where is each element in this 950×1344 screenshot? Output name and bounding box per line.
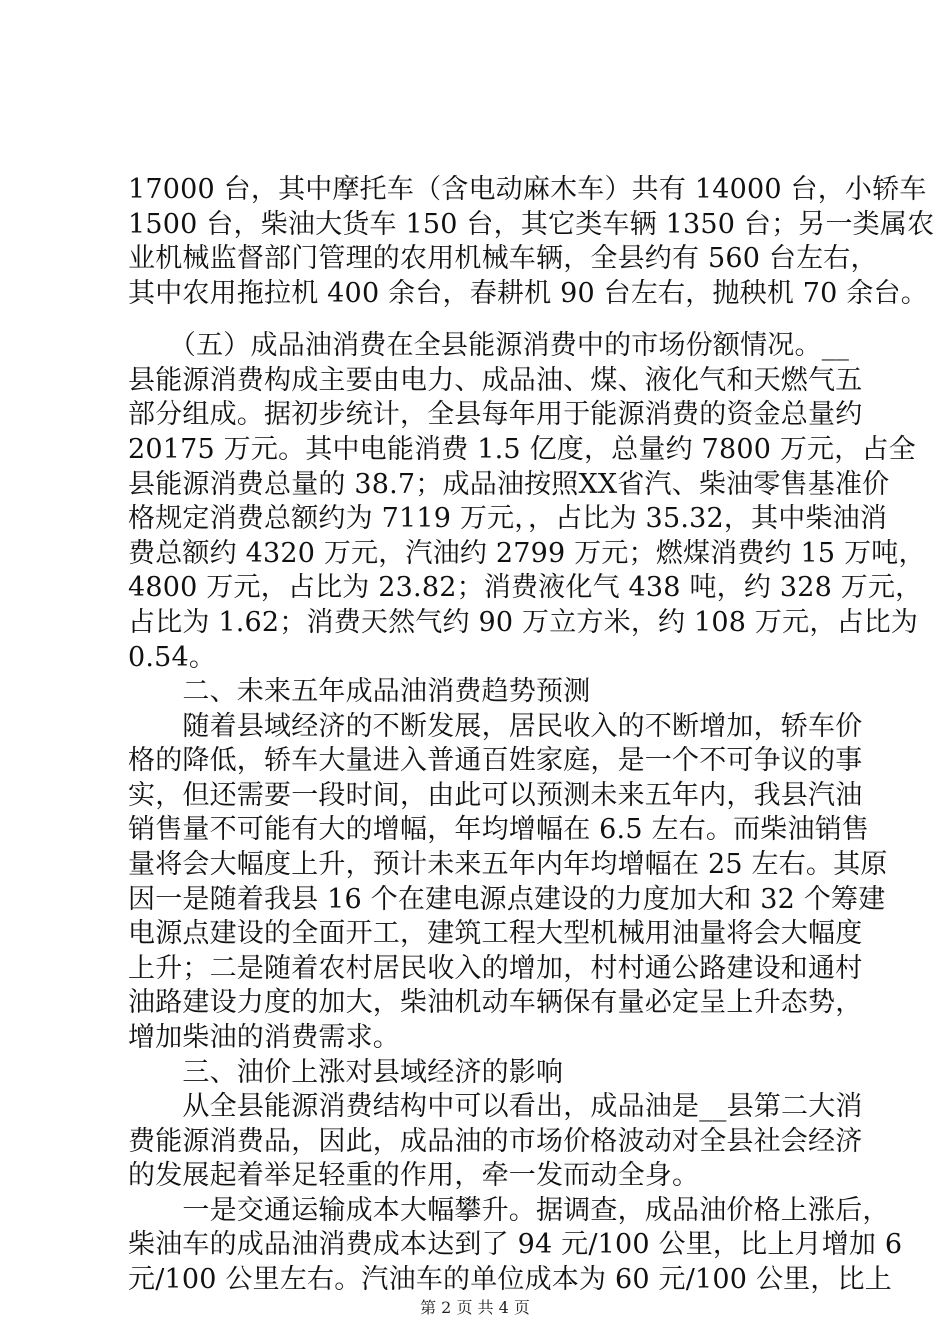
text-line: 其中农用拖拉机 400 余台，春耕机 90 台左右，抛秧机 70 余台。	[128, 278, 928, 309]
text-line: 增加柴油的消费需求。	[128, 1022, 400, 1053]
text-line: 一是交通运输成本大幅攀升。据调查，成品油价格上涨后，	[128, 1195, 890, 1226]
text-line: 随着县域经济的不断发展，居民收入的不断增加，轿车价	[128, 711, 863, 742]
text-line: 从全县能源消费结构中可以看出，成品油是__县第二大消	[128, 1091, 863, 1122]
text-line: 因一是随着我县 16 个在建电源点建设的力度加大和 32 个筹建	[128, 884, 886, 915]
text-line: 县能源消费总量的 38.7；成品油按照XX省汽、柴油零售基准价	[128, 469, 890, 500]
text-line: 占比为 1.62；消费天然气约 90 万立方米，约 108 万元，占比为	[128, 607, 919, 638]
text-line: 4800 万元，占比为 23.82；消费液化气 438 吨，约 328 万元，	[128, 572, 923, 603]
text-line: 业机械监督部门管理的农用机械车辆，全县约有 560 台左右，	[128, 243, 878, 274]
text-line: （五）成品油消费在全县能源消费中的市场份额情况。__	[128, 330, 850, 361]
text-line: 量将会大幅度上升，预计未来五年内年均增幅在 25 左右。其原	[128, 849, 888, 880]
text-line: 费能源消费品，因此，成品油的市场价格波动对全县社会经济	[128, 1126, 863, 1157]
text-line: 格规定消费总额约为 7119 万元，，占比为 35.32，其中柴油消	[128, 503, 888, 534]
section-heading: 二、未来五年成品油消费趋势预测	[128, 676, 591, 707]
text-line: 柴油车的成品油消费成本达到了 94 元/100 公里，比上月增加 6	[128, 1229, 903, 1260]
text-line: 部分组成。据初步统计，全县每年用于能源消费的资金总量约	[128, 399, 863, 430]
text-line: 电源点建设的全面开工，建筑工程大型机械用油量将会大幅度	[128, 918, 863, 949]
text-line: 17000 台，其中摩托车（含电动麻木车）共有 14000 台，小轿车	[128, 174, 927, 205]
text-line: 20175 万元。其中电能消费 1.5 亿度，总量约 7800 万元，占全	[128, 434, 916, 465]
text-line: 1500 台，柴油大货车 150 台，其它类车辆 1350 台；另一类属农	[128, 209, 935, 240]
text-line: 0.54。	[128, 642, 217, 673]
text-line: 元/100 公里左右。汽油车的单位成本为 60 元/100 公里，比上	[128, 1264, 892, 1295]
text-line: 格的降低，轿车大量进入普通百姓家庭，是一个不可争议的事	[128, 745, 863, 776]
text-line: 上升；二是随着农村居民收入的增加，村村通公路建设和通村	[128, 953, 863, 984]
text-line: 实，但还需要一段时间，由此可以预测未来五年内，我县汽油	[128, 780, 863, 811]
text-line: 县能源消费构成主要由电力、成品油、煤、液化气和天燃气五	[128, 365, 863, 396]
text-line: 油路建设力度的加大，柴油机动车辆保有量必定呈上升态势，	[128, 987, 863, 1018]
text-line: 费总额约 4320 万元，汽油约 2799 万元；燃煤消费约 15 万吨，	[128, 538, 926, 569]
page-number-footer: 第 2 页 共 4 页	[420, 1298, 530, 1317]
text-line: 销售量不可能有大的增幅，年均增幅在 6.5 左右。而柴油销售	[128, 814, 870, 845]
section-heading: 三、油价上涨对县域经济的影响	[128, 1057, 564, 1088]
text-line: 的发展起着举足轻重的作用，牵一发而动全身。	[128, 1160, 700, 1191]
